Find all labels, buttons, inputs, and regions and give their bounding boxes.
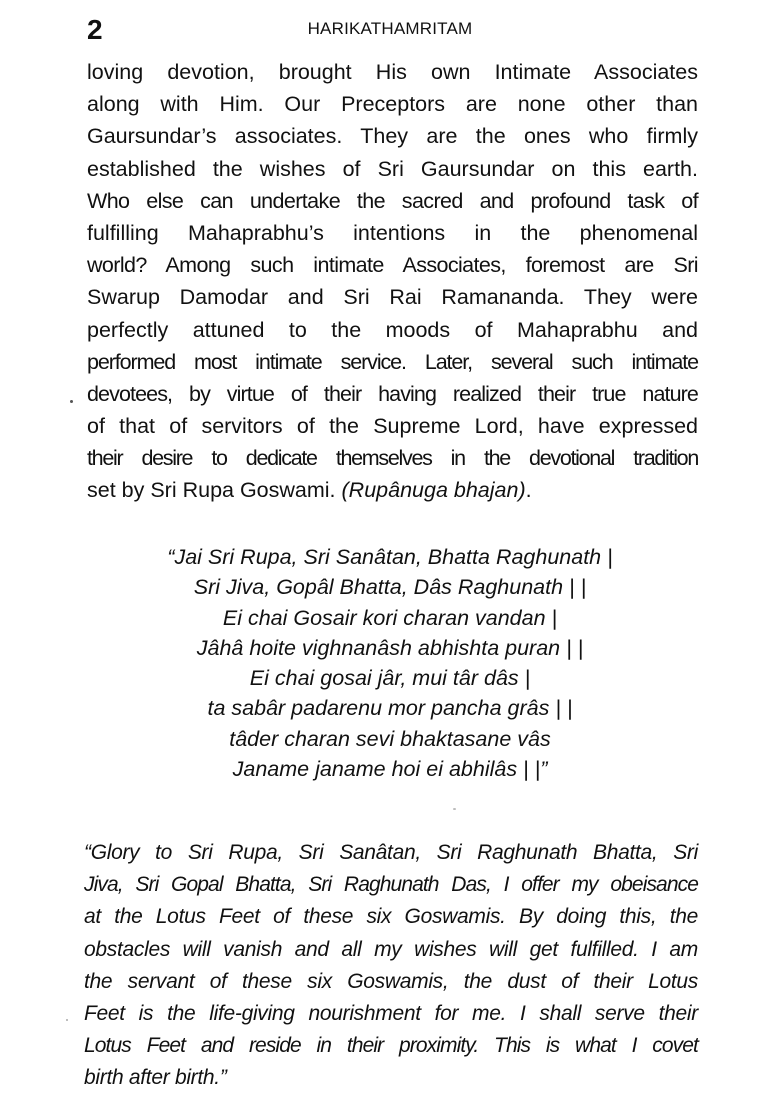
body-line: Gaursundar’s associates. They are the ones who firmly (87, 124, 698, 149)
body-line: of that of servitors of the Supreme Lord, have expressed (87, 414, 698, 439)
translation-paragraph (84, 837, 698, 1095)
body-line: Swarup Damodar and Sri Rai Ramananda. They were (87, 285, 698, 310)
body-text-run: set by Sri Rupa Goswami. (87, 478, 342, 503)
body-line: established the wishes of Sri Gaursundar on this earth. (87, 156, 698, 181)
body-line: Who else can undertake the sacred and profound task of (87, 188, 698, 213)
running-title: HARIKATHAMRITAM (307, 19, 473, 38)
body-line: their desire to dedicate themselves in the devotional tradition (87, 446, 698, 471)
verse-line: ta sabâr padarenu mor pancha grâs | | (207, 696, 573, 721)
body-line: performed most intimate service. Later, several such intimate (87, 349, 698, 374)
italic-term: (Rupânuga bhajan) (341, 478, 526, 503)
verse-line: tâder charan sevi bhaktasane vâs (229, 726, 551, 751)
body-line: along with Him. Our Preceptors are none other than (87, 92, 698, 117)
translation-line: the servant of these six Goswamis, the dust of their Lotus (84, 969, 698, 993)
translation-line: Feet is the life-giving nourishment for me. I shall serve their (84, 1001, 698, 1025)
body-line: world? Among such intimate Associates, foremost are Sri (87, 253, 698, 278)
scan-speck (70, 400, 73, 403)
page-number: 2 (87, 14, 103, 45)
translation-line: obstacles will vanish and all my wishes will get fulfilled. I am (84, 937, 698, 961)
verse-line: Janame janame hoi ei abhilâs | |” (232, 757, 548, 782)
verse-line: “Jai Sri Rupa, Sri Sanâtan, Bhatta Raghunath | (167, 545, 613, 569)
verse-line: Sri Jiva, Gopâl Bhatta, Dâs Raghunath | | (193, 575, 587, 600)
body-line: devotees, by virtue of their having realized their true nature (87, 381, 698, 406)
translation-line: Jiva, Sri Gopal Bhatta, Sri Raghunath Das, I offer my obeisance (84, 873, 698, 897)
verse-line: Jâhâ hoite vighnanâsh abhishta puran | | (196, 635, 584, 660)
body-text-run: . (525, 478, 532, 503)
body-line-last (87, 474, 698, 506)
verse-line: Ei chai gosai jâr, mui târ dâs | (249, 666, 531, 691)
body-line: loving devotion, brought His own Intimate Associates (87, 60, 698, 84)
verse-line: Ei chai Gosair kori charan vandan | (222, 605, 558, 630)
translation-line: at the Lotus Feet of these six Goswamis. By doing this, the (84, 905, 698, 929)
translation-line: “Glory to Sri Rupa, Sri Sanâtan, Sri Raghunath Bhatta, Sri (84, 841, 698, 864)
body-paragraph (87, 56, 698, 507)
body-line: perfectly attuned to the moods of Mahaprabhu and (87, 317, 698, 342)
body-line: fulfilling Mahaprabhu’s intentions in the phenomenal (87, 220, 698, 245)
translation-line: birth after birth.” (84, 1066, 227, 1090)
verse-block (0, 542, 780, 784)
scan-speck (66, 1019, 68, 1021)
translation-line: Lotus Feet and reside in their proximity. This is what I covet (84, 1034, 698, 1058)
scan-speck (453, 808, 456, 810)
